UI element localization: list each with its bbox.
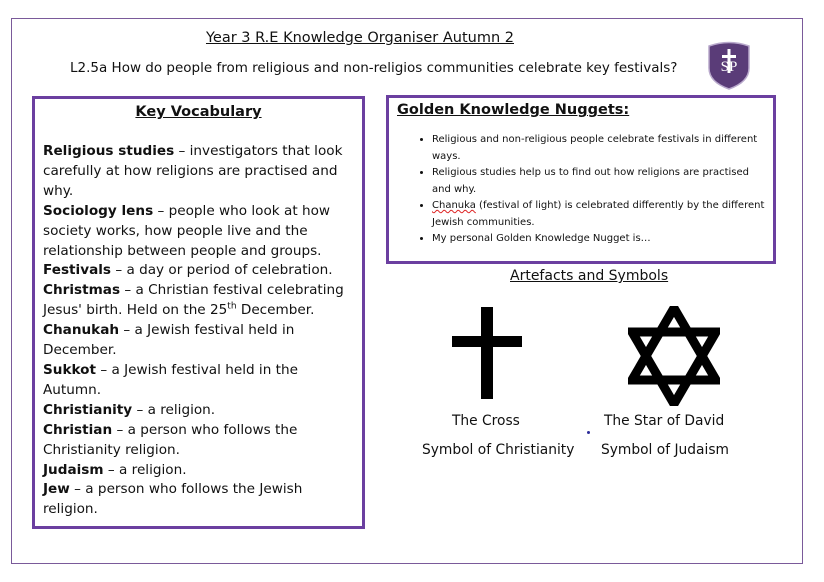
cross-icon <box>452 307 522 399</box>
vocab-definition: – a person who follows the Christianity religion. <box>43 421 298 458</box>
vocab-definition: – a day or period of celebration. <box>111 262 333 279</box>
star-of-david-icon <box>628 306 720 406</box>
nugget-item <box>432 132 765 165</box>
vocab-definition: – a religion. <box>103 461 187 478</box>
vocab-definition: – a Christian festival celebrating Jesus' birth. Held on the 25 <box>43 282 344 319</box>
vocabulary-list <box>43 142 354 520</box>
vocab-term: Christian <box>43 421 113 438</box>
page-title: Year 3 R.E Knowledge Organiser Autumn 2 <box>205 30 514 46</box>
vocab-item <box>43 361 354 401</box>
vocab-item <box>43 202 354 262</box>
vocab-item <box>43 480 354 520</box>
nugget-misspelled-word: Chanuka <box>432 200 476 211</box>
vocab-item <box>43 142 354 202</box>
vocab-term: Chanukah <box>43 322 120 339</box>
key-vocabulary-panel <box>32 96 365 529</box>
nuggets-list <box>397 132 765 248</box>
cross-caption: Symbol of Christianity <box>422 442 575 458</box>
logo-text: SP <box>720 59 738 75</box>
nugget-text: Religious and non-religious people celebrate festivals in different ways. <box>432 134 758 162</box>
artefacts-heading: Artefacts and Symbols <box>510 268 669 284</box>
vocab-term: Jew <box>43 481 70 498</box>
nugget-text: My personal Golden Knowledge Nugget is… <box>432 233 651 244</box>
vocab-term: Judaism <box>43 461 104 478</box>
star-name: The Star of David <box>604 413 725 429</box>
vocab-definition: – a religion. <box>132 401 216 418</box>
vocab-item <box>43 461 354 481</box>
vocab-item <box>43 321 354 361</box>
vocab-item <box>43 281 354 321</box>
vocab-superscript: th <box>227 301 237 312</box>
vocab-term: Festivals <box>43 262 111 279</box>
school-logo <box>706 40 752 90</box>
page-subtitle: L2.5a How do people from religious and non-religios communities celebrate key festivals? <box>70 60 678 76</box>
stray-dot <box>587 431 590 434</box>
nugget-text: (festival of light) is celebrated differently by the different Jewish communities. <box>432 200 765 228</box>
vocab-term: Christianity <box>43 401 133 418</box>
nugget-item <box>432 165 765 198</box>
vocab-definition: – a Jewish festival held in December. <box>43 322 295 359</box>
vocab-definition-end: December. <box>236 302 315 319</box>
vocab-definition: – people who look at how society works, how people live and the relationship between people and groups. <box>43 202 331 259</box>
nugget-item <box>432 231 765 248</box>
vocab-item <box>43 261 354 281</box>
vocab-definition: – a person who follows the Jewish religion. <box>43 481 303 518</box>
vocab-definition: – investigators that look carefully at how religions are practised and why. <box>43 143 343 199</box>
vocab-term: Christmas <box>43 282 121 299</box>
star-caption: Symbol of Judaism <box>601 442 729 458</box>
vocab-item <box>43 401 354 421</box>
nuggets-heading: Golden Knowledge Nuggets: <box>397 102 630 118</box>
golden-knowledge-nuggets-panel <box>386 95 776 264</box>
nugget-item <box>432 198 765 231</box>
vocabulary-heading: Key Vocabulary <box>135 104 262 120</box>
vocab-term: Sukkot <box>43 361 97 378</box>
vocab-item <box>43 421 354 461</box>
vocab-term: Religious studies <box>43 143 175 159</box>
vocab-term: Sociology lens <box>43 202 154 219</box>
vocab-definition: – a Jewish festival held in the Autumn. <box>43 361 298 398</box>
cross-name: The Cross <box>452 413 520 429</box>
nugget-text: Religious studies help us to find out how religions are practised and why. <box>432 167 750 195</box>
